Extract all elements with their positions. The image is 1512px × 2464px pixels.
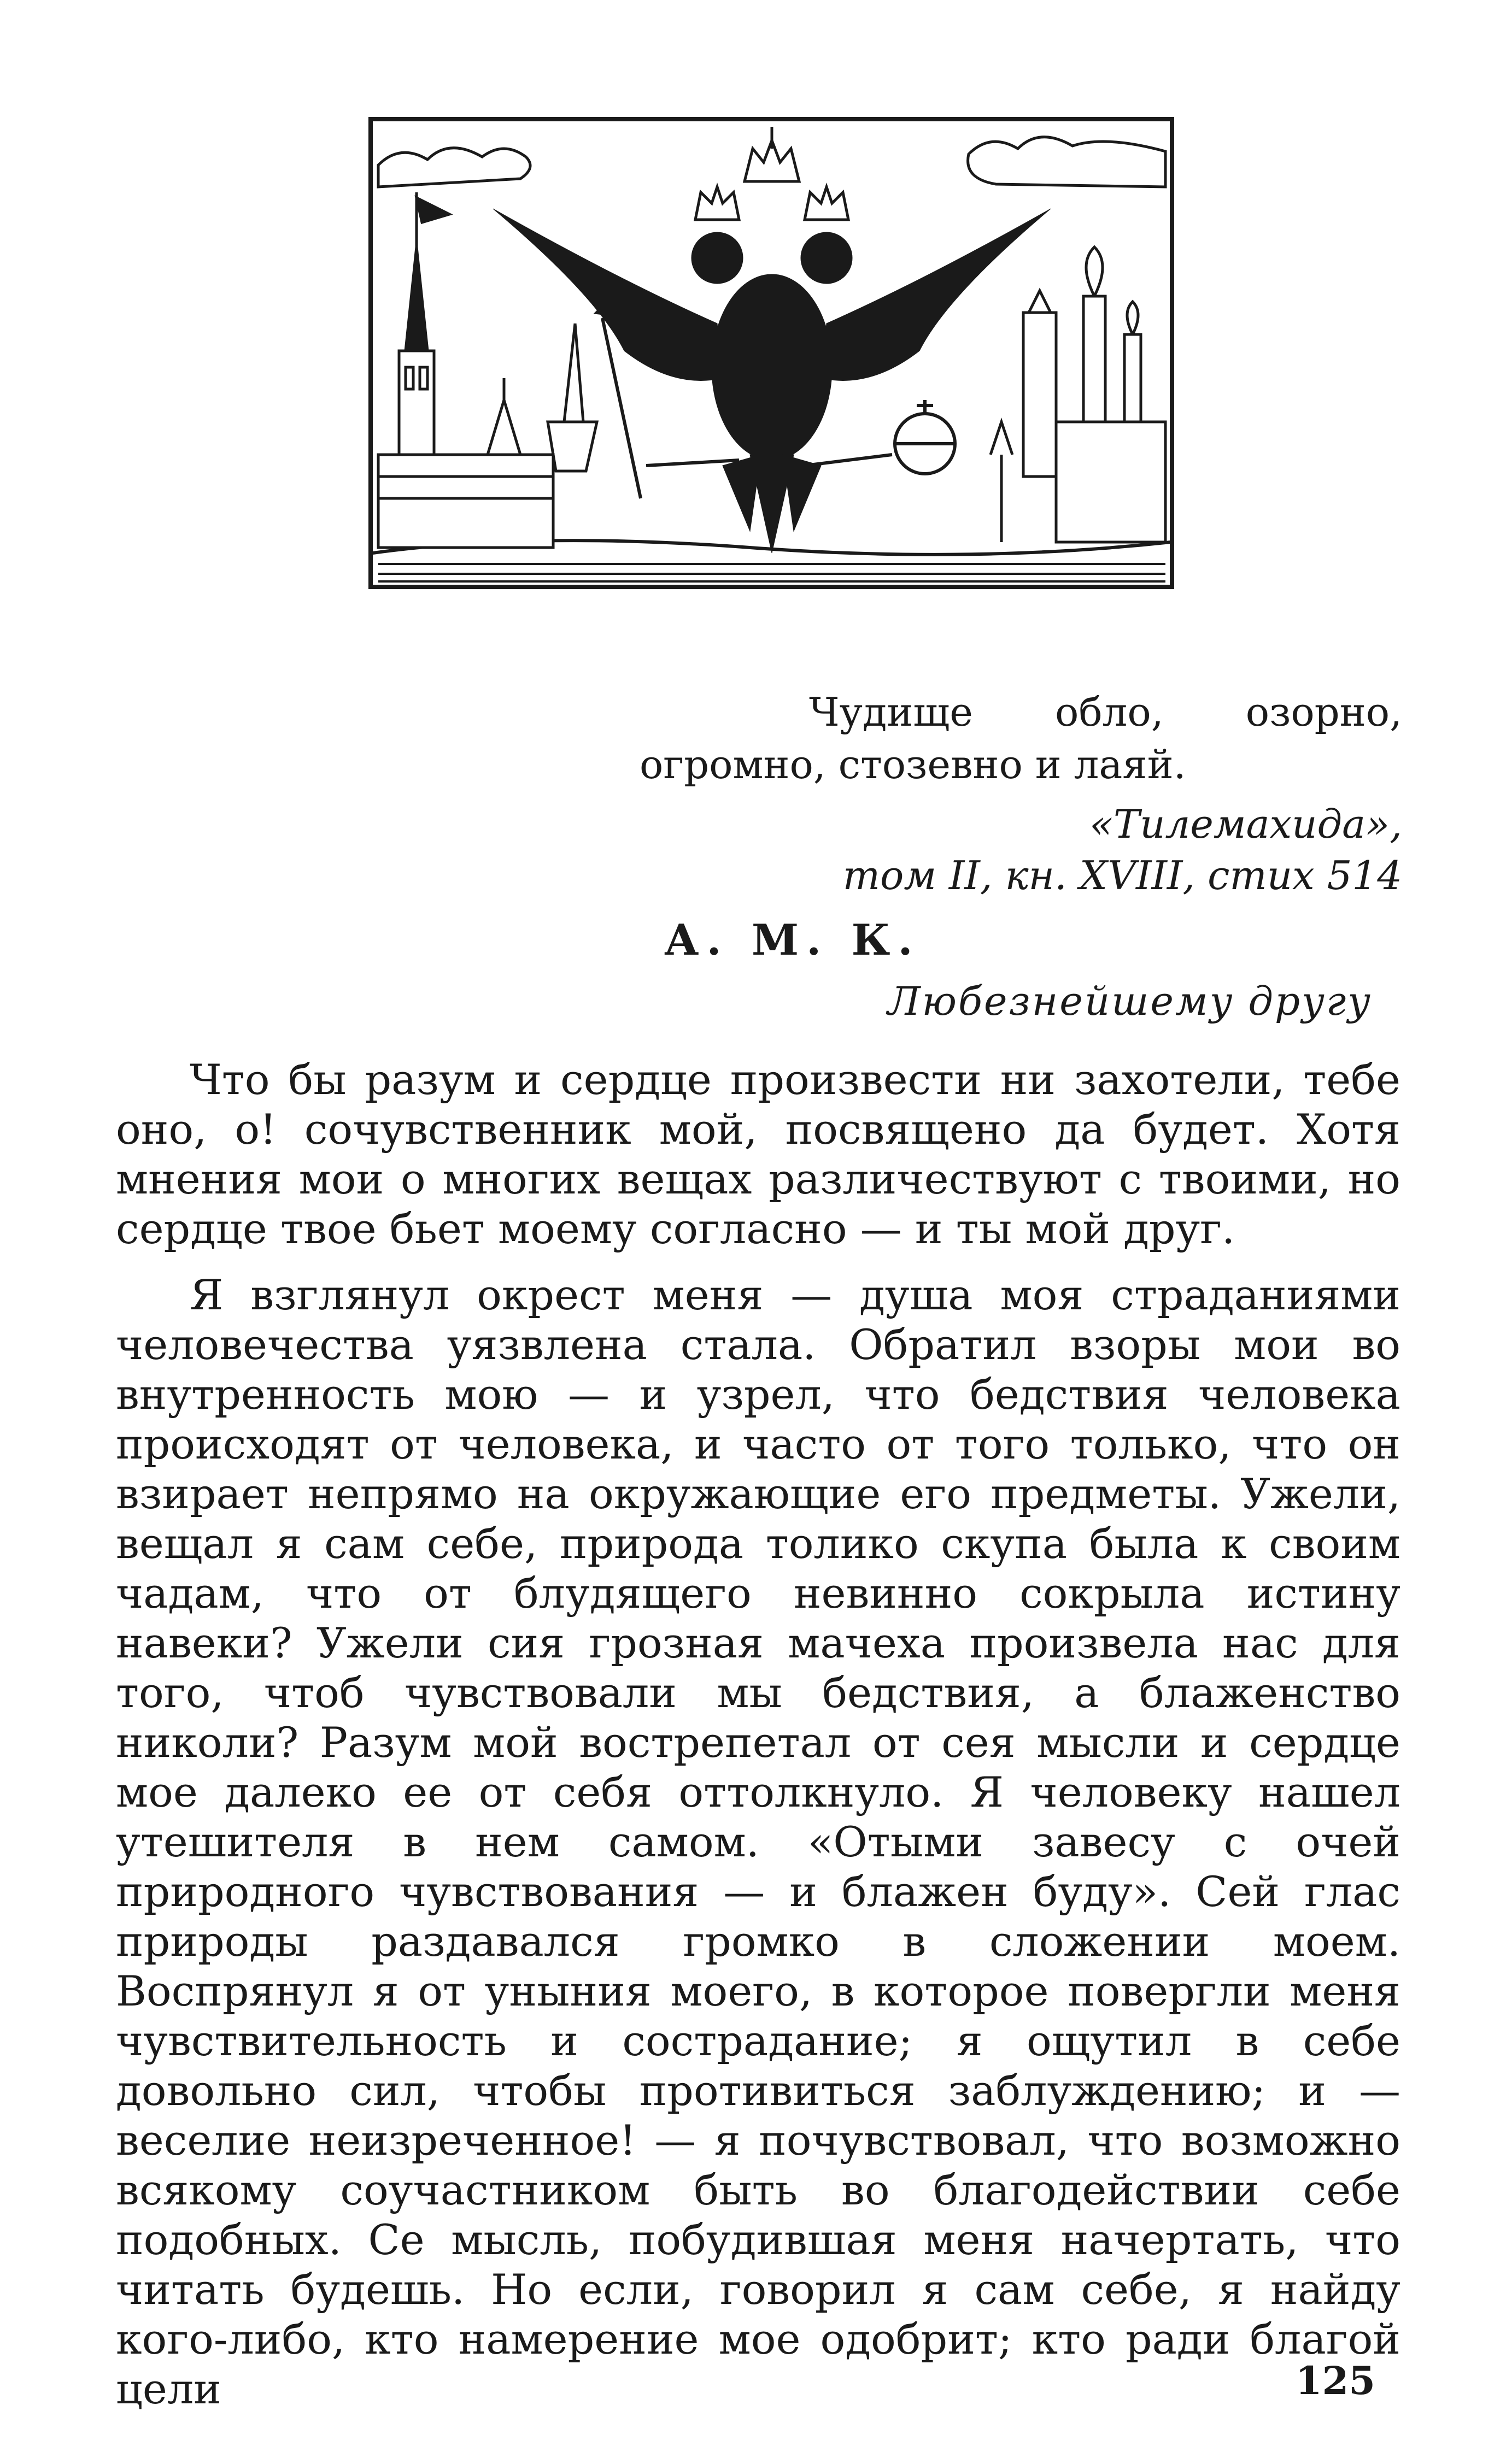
epigraph-quote: Чудище обло, озорно, огромно, стозевно и лаяй. [640, 689, 1402, 787]
epigraph-source-title: «Тилемахида», [1089, 801, 1402, 847]
paragraph: Я взглянул окрест меня — душа моя страданиями человечества уязвлена стала. Обратил взоры мои во внутренность мою — и узрел, что бедствия человека происходят от человека, и часто от того только, что он взирает непрямо на окружающие его предметы. Ужели, вещал я сам себе, природа толико скупа была к своим чадам, что от блудящего невинно сокрыла истину навеки? Ужели сия грозная мачеха произвела нас для того, чтоб чувствовали мы бедствия, а блаженство николи? Разум мой вострепетал от сея мысли и сердце мое далеко ее от себя оттолкнуло. Я человеку нашел утешителя в нем самом. «Отыми завесу с очей природного чувствования — и блажен буду». Сей глас природы раздавался громко в сложении моем. Воспрянул я от уныния моего, в которое повергли меня чувствительность и сострадание; я ощутил в себе довольно сил, чтобы противиться заблуждению; и — веселие неизреченное! — я почувствовал, что возможно всякому соучастником быть во благодействии себе подобных. Се мысль, побудившая меня начертать, что читать будешь. Но если, говорил я сам себе, я найду когo-либо, кто намерение мое одобрит; кто ради благой цели [116, 1271, 1400, 2413]
epigraph-source [640, 798, 1402, 901]
epigraph-source-reference: том II, кн. XVIII, стих 514 [842, 852, 1402, 898]
epigraph [640, 686, 1402, 901]
paragraph: Что бы разум и сердце произвести ни захотели, тебе оно, о! сочувственник мой, посвящено да будет. Хотя мнения мои о многих вещах различествуют с твоими, но сердце твое бьет моему согласно — и ты мой друг. [116, 1055, 1400, 1253]
engraving-illustration [367, 116, 1175, 590]
double-headed-eagle-engraving [367, 116, 1175, 590]
dedication-heading: А. М. К. [664, 915, 921, 965]
page-number: 125 [1295, 2358, 1375, 2403]
dedication-subtitle: Любезнейшему другу [887, 978, 1372, 1024]
body-text [116, 1055, 1400, 2430]
